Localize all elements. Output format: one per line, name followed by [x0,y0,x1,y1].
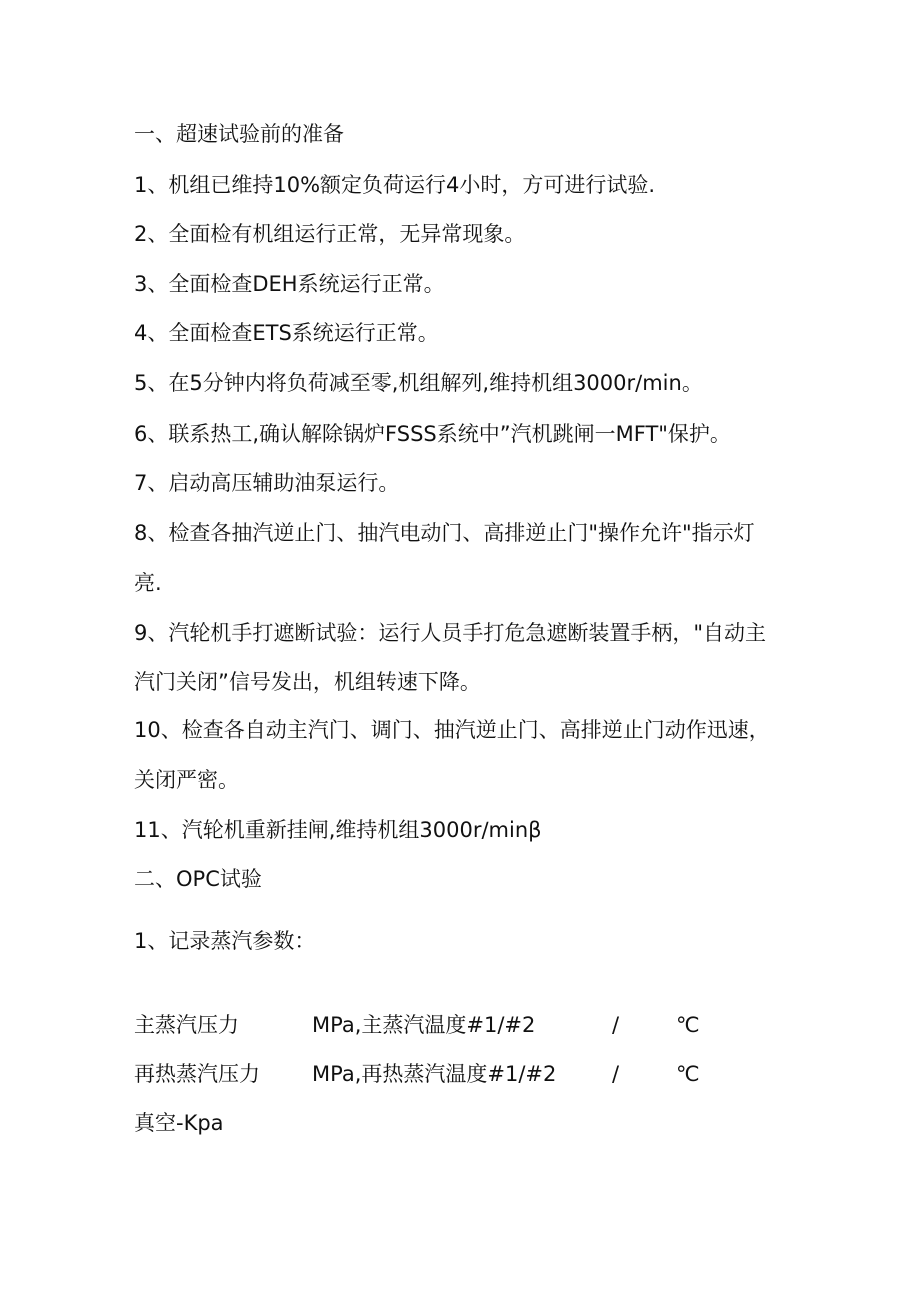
list-item: 6、联系热工,确认解除锅炉FSSS系统中”汽机跳闸一MFT"保护。 [134,422,731,446]
list-item: 10、检查各自动主汽门、调门、抽汽逆止门、高排逆止门动作迅速， [134,718,770,742]
list-item-continuation: 汽门关闭”信号发出，机组转速下降。 [134,670,481,694]
list-item: 1、记录蒸汽参数： [134,929,316,953]
main-steam-pressure-label: 主蒸汽压力 [134,1013,239,1037]
list-item: 4、全面检查ETS系统运行正常。 [134,321,439,345]
vacuum-label: 真空-Kpa [134,1111,224,1135]
main-steam-temp-label: MPa,主蒸汽温度#1/#2 [312,1013,536,1037]
section-heading-overspeed-prep: 一、超速试验前的准备 [134,122,344,146]
temp-unit: ℃ [676,1062,700,1086]
list-item: 2、全面检有机组运行正常，无异常现象。 [134,222,526,246]
list-item: 1、机组已维持10%额定负荷运行4小时，方可进行试验. [134,173,656,197]
list-item-continuation: 亮. [134,571,162,595]
temp-separator: / [612,1013,620,1037]
temp-separator: / [612,1062,620,1086]
section-heading-opc-test: 二、OPC试验 [134,867,262,891]
reheat-steam-pressure-label: 再热蒸汽压力 [134,1062,260,1086]
list-item: 8、检查各抽汽逆止门、抽汽电动门、高排逆止门"操作允许"指示灯 [134,521,755,545]
list-item: 7、启动高压辅助油泵运行。 [134,471,400,495]
list-item: 11、汽轮机重新挂闸,维持机组3000r∕minβ [134,818,542,842]
temp-unit: ℃ [676,1013,700,1037]
list-item: 9、汽轮机手打遮断试验：运行人员手打危急遮断装置手柄，"自动主 [134,621,767,645]
reheat-steam-temp-label: MPa,再热蒸汽温度#1/#2 [312,1062,557,1086]
list-item: 3、全面检查DEH系统运行正常。 [134,272,445,296]
list-item-continuation: 关闭严密。 [134,768,239,792]
list-item: 5、在5分钟内将负荷减至零,机组解列,维持机组3000r∕min。 [134,371,703,395]
